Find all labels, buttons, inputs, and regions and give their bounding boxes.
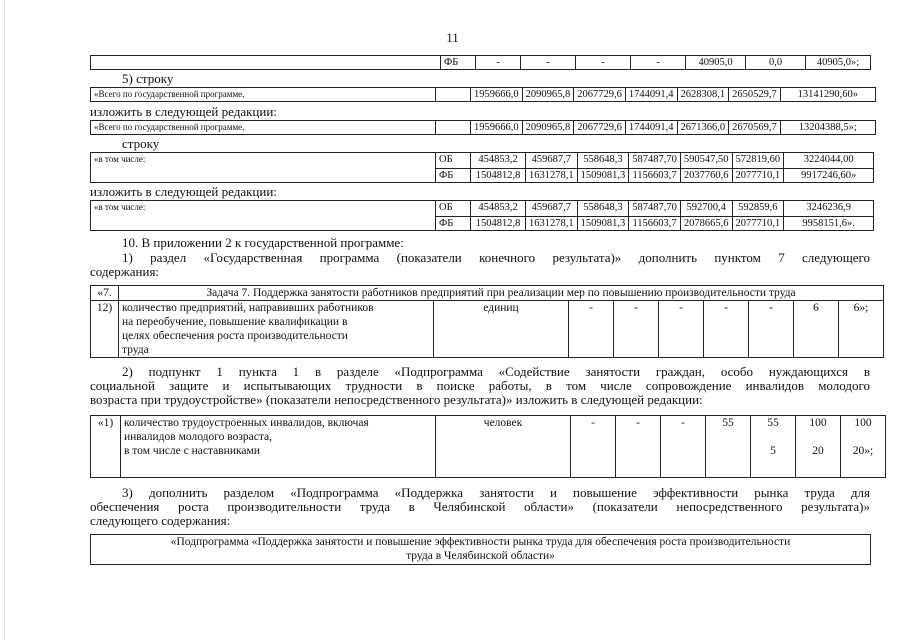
paragraph-line: 2) подпункт 1 пункта 1 в разделе «Подпрограмма «Содействие занятости граждан, особо нуждающихся в (122, 364, 870, 379)
value-cell: 1156603,7 (629, 217, 681, 231)
row-label: «в том числе: (91, 201, 436, 231)
stroku-heading: строку (122, 136, 160, 151)
edit-note: изложить в следующей редакции: (90, 184, 277, 199)
value-cell: 1509081,3 (577, 217, 629, 231)
value-cell: - (631, 56, 686, 70)
paragraph-line: 1) раздел «Государственная программа (показатели конечного результата)» дополнить пунктом 7 следующего (122, 250, 870, 265)
subprogram-title-line: труда в Челябинской области» (406, 550, 555, 562)
value-bottom: 5 (770, 445, 776, 457)
value-cell: - (576, 56, 631, 70)
paragraph-line: обеспечения роста производительности труда в Челябинской области» (показатели непосредственного результата)» (90, 499, 870, 514)
value-cell: 558648,3 (577, 201, 629, 217)
indicator-line: количество трудоустроенных инвалидов, включая (124, 417, 369, 429)
source-cell: ОБ (436, 201, 471, 217)
value-cell: 459687,7 (526, 153, 578, 169)
value-cell: 1504812,8 (471, 169, 526, 183)
subprogram-title (91, 535, 871, 565)
value-cell: - (614, 301, 659, 358)
value-cell: 1631278,1 (526, 217, 578, 231)
unit-cell: единиц (434, 301, 569, 358)
indicator-line: инвалидов молодого возраста, (124, 431, 273, 443)
indicator-line: количество предприятий, направивших работников (122, 302, 374, 314)
indicator-line: на переобучение, повышение квалификации в (122, 316, 348, 328)
row-label: «в том числе: (91, 153, 436, 183)
value-cell (751, 416, 796, 478)
row-number: «1) (91, 416, 121, 478)
indicator-line: труда (122, 344, 149, 356)
paragraph-10-2 (90, 365, 870, 407)
value-cell (796, 416, 841, 478)
value-cell: 1744091,4 (625, 121, 677, 135)
paragraph-line: 3) дополнить разделом «Подпрограмма «Поддержка занятости и повышение эффективности рынка труда для (122, 485, 870, 500)
item5-heading: 5) строку (122, 71, 174, 86)
value-cell: 3246236,9 (784, 201, 874, 217)
value-cell: 2037760,6 (680, 169, 732, 183)
value-cell: 1156603,7 (629, 169, 681, 183)
value-cell: - (661, 416, 706, 478)
value-cell: 40905,0»; (806, 56, 871, 70)
paragraph-line: возраста при трудоустройстве» (показатели непосредственного результата)» изложить в следующей редакции: (90, 392, 703, 407)
value-cell: 2078665,6 (680, 217, 732, 231)
fb-row-table (90, 55, 871, 70)
task-title: Задача 7. Поддержка занятости работников предприятий при реализации мер по повышению производительности труда (119, 286, 884, 301)
value-cell: 592859,6 (732, 201, 784, 217)
value-cell: 572819,60 (732, 153, 784, 169)
edit-note: изложить в следующей редакции: (90, 104, 277, 119)
section-10-heading: 10. В приложении 2 к государственной программе: (122, 235, 404, 250)
paragraph-line: социальной защите и испытывающих трудности в поиске работы, в том числе сопровождение инвалидов молодого (90, 378, 870, 393)
value-cell: 592700,4 (680, 201, 732, 217)
row-number: 12) (91, 301, 119, 358)
value-cell: 2090965,8 (522, 88, 574, 102)
value-cell: 1959666,0 (471, 88, 523, 102)
value-cell: 2628308,1 (677, 88, 729, 102)
value-cell: 2077710,1 (732, 169, 784, 183)
value-top: 100 (854, 417, 872, 429)
source-cell: ОБ (436, 153, 471, 169)
value-top: 55 (767, 417, 779, 429)
page-number: 11 (446, 30, 459, 45)
value-cell: 2067729,6 (574, 88, 626, 102)
value-cell: 55 (706, 416, 751, 478)
scan-edge-line (4, 0, 5, 640)
source-cell (436, 121, 471, 135)
value-bottom: 20»; (852, 445, 874, 457)
total-new-table (90, 120, 876, 135)
value-cell: - (476, 56, 521, 70)
incl-old-table (90, 152, 874, 183)
value-cell: 454853,2 (471, 201, 526, 217)
row-label: «Всего по государственной программе, (91, 88, 436, 102)
total-old-table (90, 87, 876, 102)
value-cell: 2650529,7 (729, 88, 781, 102)
value-cell: 13204388,5»; (780, 121, 875, 135)
paragraph-10-3 (90, 486, 870, 528)
value-cell: - (521, 56, 576, 70)
value-cell: 9917246,60» (784, 169, 874, 183)
value-cell: - (659, 301, 704, 358)
paragraph-line: следующего содержания: (90, 513, 231, 528)
value-cell: 6 (794, 301, 839, 358)
value-cell: 6»; (839, 301, 884, 358)
value-cell: - (704, 301, 749, 358)
value-cell: - (569, 301, 614, 358)
value-cell: 454853,2 (471, 153, 526, 169)
source-cell: ФБ (436, 217, 471, 231)
subprogram-title-box (90, 534, 871, 565)
value-cell: 1504812,8 (471, 217, 526, 231)
value-cell: 0,0 (746, 56, 806, 70)
value-cell: 459687,7 (526, 201, 578, 217)
subprogram-indicator-table (90, 415, 886, 478)
value-cell: 587487,70 (629, 201, 681, 217)
value-cell: 1959666,0 (471, 121, 523, 135)
indicator-name (121, 416, 436, 478)
value-cell: - (571, 416, 616, 478)
paragraph-10-1 (90, 251, 870, 279)
value-cell: 558648,3 (577, 153, 629, 169)
row-label: «Всего по государственной программе, (91, 121, 436, 135)
label-cell (91, 56, 441, 70)
value-cell: 40905,0 (686, 56, 746, 70)
source-cell: ФБ (436, 169, 471, 183)
task-number: «7. (91, 286, 119, 301)
value-cell: - (749, 301, 794, 358)
indicator-line: в том числе с наставниками (124, 445, 260, 457)
value-cell: 2670569,7 (729, 121, 781, 135)
value-cell: 1744091,4 (625, 88, 677, 102)
source-cell: ФБ (441, 56, 476, 70)
value-cell (841, 416, 886, 478)
value-cell: - (616, 416, 661, 478)
value-cell: 13141290,60» (780, 88, 875, 102)
value-bottom: 20 (812, 445, 824, 457)
value-cell: 2067729,6 (574, 121, 626, 135)
value-cell: 9958151,6». (784, 217, 874, 231)
value-cell: 590547,50 (680, 153, 732, 169)
value-top: 100 (809, 417, 827, 429)
indicator-line: целях обеспечения роста производительности (122, 330, 348, 342)
value-cell: 1631278,1 (526, 169, 578, 183)
incl-new-table (90, 200, 874, 231)
paragraph-line: содержания: (90, 264, 160, 279)
unit-cell: человек (436, 416, 571, 478)
source-cell (436, 88, 471, 102)
task7-table (90, 285, 884, 358)
value-cell: 2671366,0 (677, 121, 729, 135)
value-cell: 587487,70 (629, 153, 681, 169)
value-cell: 2090965,8 (522, 121, 574, 135)
value-cell: 2077710,1 (732, 217, 784, 231)
value-cell: 1509081,3 (577, 169, 629, 183)
subprogram-title-line: «Подпрограмма «Поддержка занятости и повышение эффективности рынка труда для обеспечения роста производительности (170, 536, 791, 548)
indicator-name (119, 301, 434, 358)
value-cell: 3224044,00 (784, 153, 874, 169)
